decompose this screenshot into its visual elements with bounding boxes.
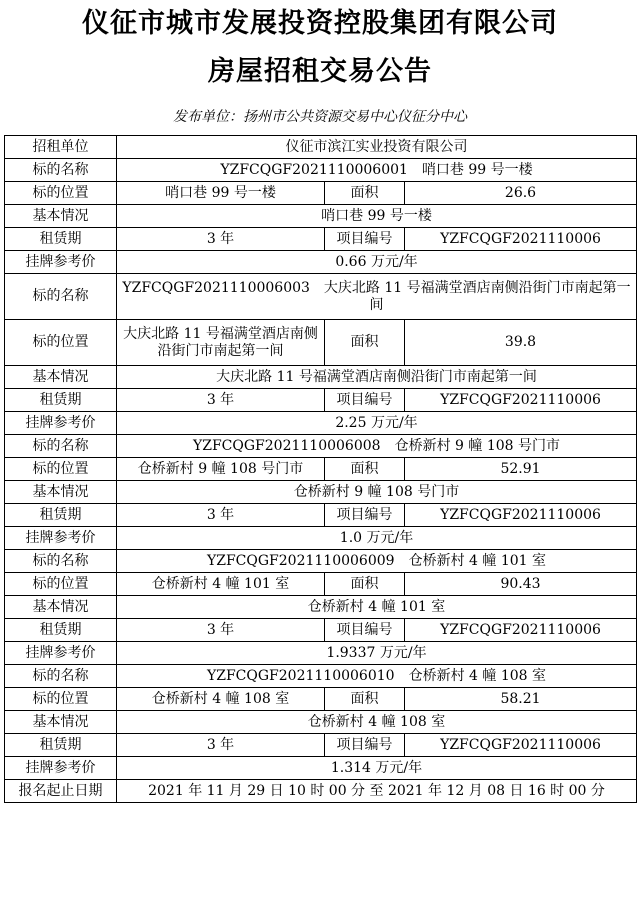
lot-3-name: YZFCQGF2021110006008 仓桥新村 9 幢 108 号门市 [117, 435, 637, 458]
lot-2-term-row [5, 389, 637, 412]
name-label: 标的名称 [5, 550, 117, 573]
basic-label: 基本情况 [5, 205, 117, 228]
lot-3-location-row [5, 458, 637, 481]
lot-5-price-row [5, 757, 637, 780]
price-label: 挂牌参考价 [5, 642, 117, 665]
term-label: 租赁期 [5, 228, 117, 251]
area-label: 面积 [325, 688, 405, 711]
term-label: 租赁期 [5, 619, 117, 642]
publisher-line: 发布单位：扬州市公共资源交易中心仪征分中心 [173, 109, 467, 125]
area-label: 面积 [325, 573, 405, 596]
lot-3-term: 3 年 [117, 504, 325, 527]
lot-3-project-no: YZFCQGF2021110006 [405, 504, 637, 527]
price-label: 挂牌参考价 [5, 412, 117, 435]
location-label: 标的位置 [5, 688, 117, 711]
lot-2-name: YZFCQGF2021110006003 大庆北路 11 号福满堂酒店南侧沿街门市南起第一间 [117, 274, 637, 320]
lot-3-price-row [5, 527, 637, 550]
lot-2-location: 大庆北路 11 号福满堂酒店南侧沿街门市南起第一间 [117, 320, 325, 366]
notice-title-company: 仪征市城市发展投资控股集团有限公司 [82, 8, 558, 39]
lot-1-basic: 哨口巷 99 号一楼 [117, 205, 637, 228]
project-no-label: 项目编号 [325, 504, 405, 527]
lot-2-price-row [5, 412, 637, 435]
lessor-label: 招租单位 [5, 136, 117, 159]
lot-3-location: 仓桥新村 9 幢 108 号门市 [117, 458, 325, 481]
basic-label: 基本情况 [5, 481, 117, 504]
area-label: 面积 [325, 182, 405, 205]
lot-4-price: 1.9337 万元/年 [117, 642, 637, 665]
lot-2-location-row [5, 320, 637, 366]
location-label: 标的位置 [5, 182, 117, 205]
lot-4-basic-row [5, 596, 637, 619]
lot-3-area: 52.91 [405, 458, 637, 481]
lot-1-term: 3 年 [117, 228, 325, 251]
reg-period-label: 报名起止日期 [5, 780, 117, 803]
price-label: 挂牌参考价 [5, 527, 117, 550]
lot-1-basic-row [5, 205, 637, 228]
area-label: 面积 [325, 458, 405, 481]
lot-5-term-row [5, 734, 637, 757]
lot-5-basic: 仓桥新村 4 幢 108 室 [117, 711, 637, 734]
lot-5-location: 仓桥新村 4 幢 108 室 [117, 688, 325, 711]
lot-1-area: 26.6 [405, 182, 637, 205]
lot-3-basic: 仓桥新村 9 幢 108 号门市 [117, 481, 637, 504]
lot-4-price-row [5, 642, 637, 665]
lot-3-basic-row [5, 481, 637, 504]
lessor-value: 仪征市滨江实业投资有限公司 [117, 136, 637, 159]
name-label: 标的名称 [5, 665, 117, 688]
project-no-label: 项目编号 [325, 389, 405, 412]
lot-1-location: 哨口巷 99 号一楼 [117, 182, 325, 205]
notice-table [4, 135, 637, 803]
lot-1-name: YZFCQGF2021110006001 哨口巷 99 号一楼 [117, 159, 637, 182]
lot-4-term-row [5, 619, 637, 642]
reg-period-row [5, 780, 637, 803]
lot-4-basic: 仓桥新村 4 幢 101 室 [117, 596, 637, 619]
lot-2-name-row [5, 274, 637, 320]
location-label: 标的位置 [5, 573, 117, 596]
basic-label: 基本情况 [5, 366, 117, 389]
project-no-label: 项目编号 [325, 734, 405, 757]
lot-5-name: YZFCQGF2021110006010 仓桥新村 4 幢 108 室 [117, 665, 637, 688]
name-label: 标的名称 [5, 274, 117, 320]
lot-5-price: 1.314 万元/年 [117, 757, 637, 780]
lot-1-price: 0.66 万元/年 [117, 251, 637, 274]
location-label: 标的位置 [5, 458, 117, 481]
lot-2-basic-row [5, 366, 637, 389]
lot-2-price: 2.25 万元/年 [117, 412, 637, 435]
lot-3-price: 1.0 万元/年 [117, 527, 637, 550]
basic-label: 基本情况 [5, 711, 117, 734]
lot-3-name-row [5, 435, 637, 458]
lot-4-project-no: YZFCQGF2021110006 [405, 619, 637, 642]
lot-5-name-row [5, 665, 637, 688]
lot-2-basic: 大庆北路 11 号福满堂酒店南侧沿街门市南起第一间 [117, 366, 637, 389]
lot-5-term: 3 年 [117, 734, 325, 757]
lot-4-name: YZFCQGF2021110006009 仓桥新村 4 幢 101 室 [117, 550, 637, 573]
lot-1-term-row [5, 228, 637, 251]
lot-4-name-row [5, 550, 637, 573]
area-label: 面积 [325, 320, 405, 366]
lot-1-location-row [5, 182, 637, 205]
location-label: 标的位置 [5, 320, 117, 366]
notice-title-subject: 房屋招租交易公告 [208, 56, 432, 87]
basic-label: 基本情况 [5, 596, 117, 619]
project-no-label: 项目编号 [325, 228, 405, 251]
project-no-label: 项目编号 [325, 619, 405, 642]
price-label: 挂牌参考价 [5, 251, 117, 274]
lot-2-project-no: YZFCQGF2021110006 [405, 389, 637, 412]
reg-period-value: 2021 年 11 月 29 日 10 时 00 分 至 2021 年 12 月 08 日 16 时 00 分 [117, 780, 637, 803]
name-label: 标的名称 [5, 159, 117, 182]
name-label: 标的名称 [5, 435, 117, 458]
lot-4-location-row [5, 573, 637, 596]
term-label: 租赁期 [5, 504, 117, 527]
lot-2-term: 3 年 [117, 389, 325, 412]
lot-5-basic-row [5, 711, 637, 734]
lot-1-price-row [5, 251, 637, 274]
lot-3-term-row [5, 504, 637, 527]
term-label: 租赁期 [5, 734, 117, 757]
lot-1-project-no: YZFCQGF2021110006 [405, 228, 637, 251]
lot-4-location: 仓桥新村 4 幢 101 室 [117, 573, 325, 596]
lot-5-area: 58.21 [405, 688, 637, 711]
lot-5-location-row [5, 688, 637, 711]
lessor-row [5, 136, 637, 159]
price-label: 挂牌参考价 [5, 757, 117, 780]
lot-5-project-no: YZFCQGF2021110006 [405, 734, 637, 757]
lot-4-area: 90.43 [405, 573, 637, 596]
lot-2-area: 39.8 [405, 320, 637, 366]
lot-1-name-row [5, 159, 637, 182]
lot-4-term: 3 年 [117, 619, 325, 642]
term-label: 租赁期 [5, 389, 117, 412]
